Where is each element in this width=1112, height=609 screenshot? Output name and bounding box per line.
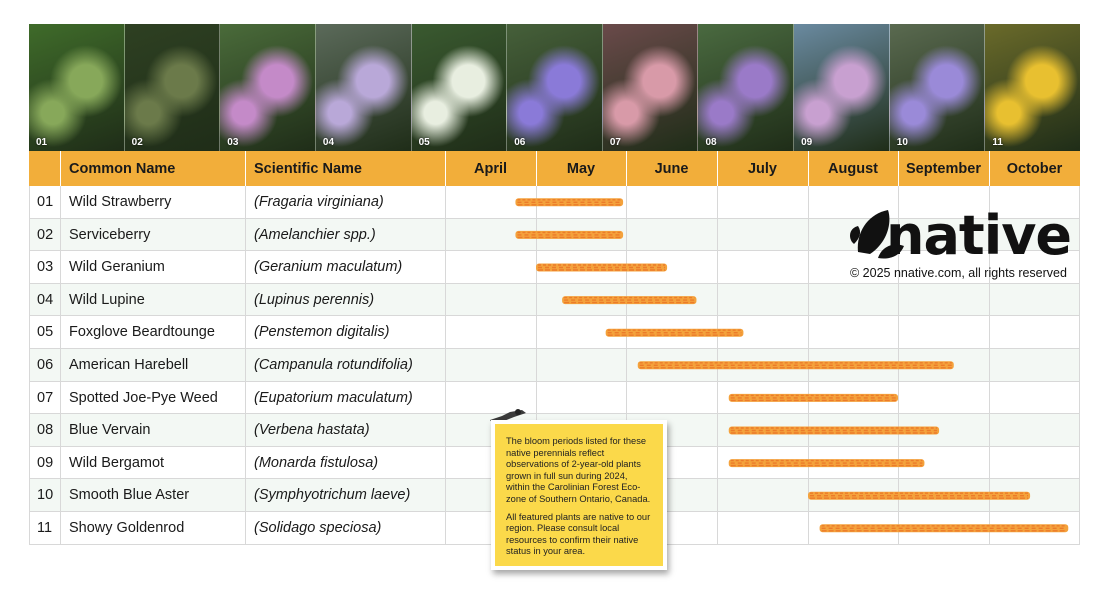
header-month-april: April: [473, 161, 508, 177]
bloom-bar: [729, 427, 939, 435]
bloom-bar: [606, 329, 744, 337]
bloom-bar: [808, 492, 1030, 500]
serviceberry-photo: [125, 24, 221, 151]
smooth-blue-aster-photo: [890, 24, 986, 151]
bloom-bar: [515, 198, 623, 206]
header-month-august: August: [828, 161, 878, 177]
bloom-bar: [638, 361, 954, 369]
bloom-bar: [820, 524, 1069, 532]
common-name: Wild Strawberry: [69, 194, 172, 210]
scientific-name: (Monarda fistulosa): [254, 454, 379, 471]
scientific-name: (Fragaria virginiana): [254, 194, 384, 210]
photo-number: 07: [609, 137, 621, 148]
scientific-name: (Verbena hastata): [254, 422, 370, 439]
foxglove-beardtongue-photo: [412, 24, 508, 151]
row-number: 02: [37, 226, 54, 243]
header-month-may: May: [566, 161, 596, 177]
photo-number: 05: [418, 137, 430, 148]
row-number: 05: [37, 324, 54, 341]
photo-number: 06: [514, 137, 526, 148]
common-name: Smooth Blue Aster: [69, 487, 190, 504]
american-harebell-photo: [507, 24, 603, 151]
header-scientific-name: Scientific Name: [254, 161, 362, 177]
bloom-bar: [515, 231, 623, 239]
bloom-bar: [536, 264, 667, 272]
common-name: Wild Geranium: [69, 259, 165, 276]
logo-word: native: [886, 204, 1072, 267]
bloom-bar: [729, 394, 898, 402]
scientific-name: (Solidago speciosa): [254, 520, 382, 536]
photo-number: 11: [992, 137, 1003, 148]
wild-geranium-photo: [220, 24, 316, 151]
header-month-october: October: [1006, 161, 1063, 177]
common-name: Foxglove Beardtounge: [69, 324, 215, 341]
photo-number: 09: [801, 137, 813, 148]
row-number: 09: [37, 454, 54, 471]
row-number: 07: [37, 389, 54, 406]
common-name: Spotted Joe-Pye Weed: [69, 389, 218, 406]
photo-number: 08: [705, 137, 717, 148]
scientific-name: (Symphyotrichum laeve): [254, 487, 411, 504]
bloom-bar: [562, 296, 696, 304]
note-paragraph-2: All featured plants are native to our region. Please consult local resources to confirm their native status in your area.: [506, 511, 651, 557]
header-month-june: June: [654, 161, 689, 177]
info-note: [491, 420, 667, 570]
scientific-name: (Geranium maculatum): [254, 259, 403, 276]
scientific-name: (Eupatorium maculatum): [254, 389, 413, 406]
photo-number: 10: [896, 137, 908, 148]
row-number: 10: [37, 487, 54, 504]
bloom-bar: [729, 459, 925, 467]
wild-bergamot-photo: [794, 24, 890, 151]
blue-vervain-photo: [698, 24, 794, 151]
row-number: 11: [37, 520, 53, 536]
wild-strawberry-photo: [29, 24, 125, 151]
scientific-name: (Campanula rotundifolia): [254, 357, 413, 373]
common-name: Serviceberry: [69, 226, 151, 243]
spotted-joe-pye-weed-photo: [603, 24, 699, 151]
header-month-july: July: [747, 161, 777, 177]
row-number: 01: [37, 194, 54, 210]
row-number: 03: [37, 259, 54, 276]
common-name: Wild Lupine: [69, 291, 145, 308]
row-number: 08: [37, 422, 54, 439]
header-common-name: Common Name: [69, 161, 176, 177]
header-month-september: September: [906, 161, 981, 177]
row-number: 06: [37, 357, 54, 373]
scientific-name: (Amelanchier spp.): [254, 226, 376, 243]
photo-number: 02: [131, 137, 143, 148]
row-number: 04: [37, 291, 54, 308]
wild-lupine-photo: [316, 24, 412, 151]
scientific-name: (Lupinus perennis): [254, 291, 375, 308]
native-logo: [848, 200, 1072, 285]
scientific-name: (Penstemon digitalis): [254, 324, 390, 341]
photo-number: 01: [36, 137, 48, 148]
plant-photo-strip: [29, 24, 1080, 151]
showy-goldenrod-photo: [985, 24, 1080, 151]
photo-number: 03: [227, 137, 239, 148]
photo-number: 04: [322, 137, 335, 148]
common-name: Showy Goldenrod: [69, 520, 185, 536]
common-name: Blue Vervain: [69, 422, 151, 439]
common-name: Wild Bergamot: [69, 454, 165, 471]
common-name: American Harebell: [69, 357, 189, 373]
note-paragraph-1: The bloom periods listed for these native perennials reflect observations of 2-year-old plants grown in full sun during 2024, within the Carolinian Forest Eco-zone of Southern Ontario, Canada.: [506, 436, 651, 504]
copyright-text: © 2025 nnative.com, all rights reserved: [850, 266, 1067, 280]
